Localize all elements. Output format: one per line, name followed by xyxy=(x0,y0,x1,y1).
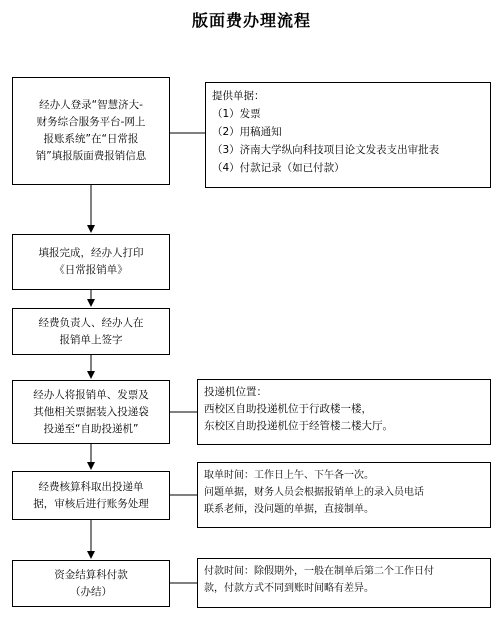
step-1-line: 经办人登录“智慧济大- xyxy=(39,99,143,111)
note-documents-line: （1）发票 xyxy=(212,108,261,120)
step-3-line: 经费负责人、经办人在 xyxy=(38,316,144,329)
note-payment-box xyxy=(197,558,491,608)
step-5-line: 据，审核后进行账务处理 xyxy=(33,497,149,510)
step-4-line: 其他相关票据装入投递袋 xyxy=(33,405,149,418)
note-payment-line: 款，付款方式不同到账时间略有差异。 xyxy=(204,583,374,594)
step-3-box xyxy=(12,308,170,355)
step-3-line: 报销单上签字 xyxy=(59,333,123,346)
note-pickup-box xyxy=(197,462,491,528)
step-4-box xyxy=(12,380,170,444)
step-5-box xyxy=(12,471,170,520)
step-6-box xyxy=(12,560,170,607)
note-pickup-line: 联系老师，没问题的单据，直接制单。 xyxy=(204,504,374,515)
step-1-line: 销”填报版面费报销信息 xyxy=(35,150,147,162)
note-documents-line: 提供单据： xyxy=(212,90,265,102)
note-location-line: 西校区自助投递机位于行政楼一楼， xyxy=(204,403,372,415)
note-payment-line: 付款时间：除假期外，一般在制单后第二个工作日付 xyxy=(204,566,434,577)
note-location-line: 东校区自助投递机位于经管楼二楼大厅。 xyxy=(204,420,393,432)
note-pickup-line: 取单时间：工作日上午、下午各一次。 xyxy=(204,470,374,481)
step-1-line: 财务综合服务平台-网上 xyxy=(36,116,146,128)
step-2-line: 填报完成，经办人打印 xyxy=(38,247,144,259)
note-documents-line: （3）济南大学纵向科技项目论文发表支出审批表 xyxy=(212,144,440,156)
page-title: 版面费办理流程 xyxy=(191,11,311,30)
step-2-line: 《日常报销单》 xyxy=(54,264,128,276)
step-5-line: 经费核算科取出投递单 xyxy=(38,480,144,493)
step-4-line: 经办人将报销单、发票及 xyxy=(33,388,149,401)
note-documents-box xyxy=(205,82,491,188)
step-6-line: （办结） xyxy=(70,585,112,598)
step-2-box xyxy=(12,234,170,290)
note-pickup-line: 问题单据，财务人员会根据报销单上的录入员电话 xyxy=(204,487,424,498)
step-6-line: 资金结算科付款 xyxy=(54,568,128,581)
note-location-line: 投递机位置： xyxy=(204,386,267,398)
step-4-line: 投递至“自助投递机” xyxy=(43,422,139,435)
step-1-box xyxy=(12,77,170,185)
step-1-line: 报账系统”在“日常报 xyxy=(43,133,139,145)
note-documents-line: （2）用稿通知 xyxy=(212,126,282,138)
note-documents-line: （4）付款记录（如已付款） xyxy=(212,162,345,174)
note-location-box xyxy=(197,379,491,445)
